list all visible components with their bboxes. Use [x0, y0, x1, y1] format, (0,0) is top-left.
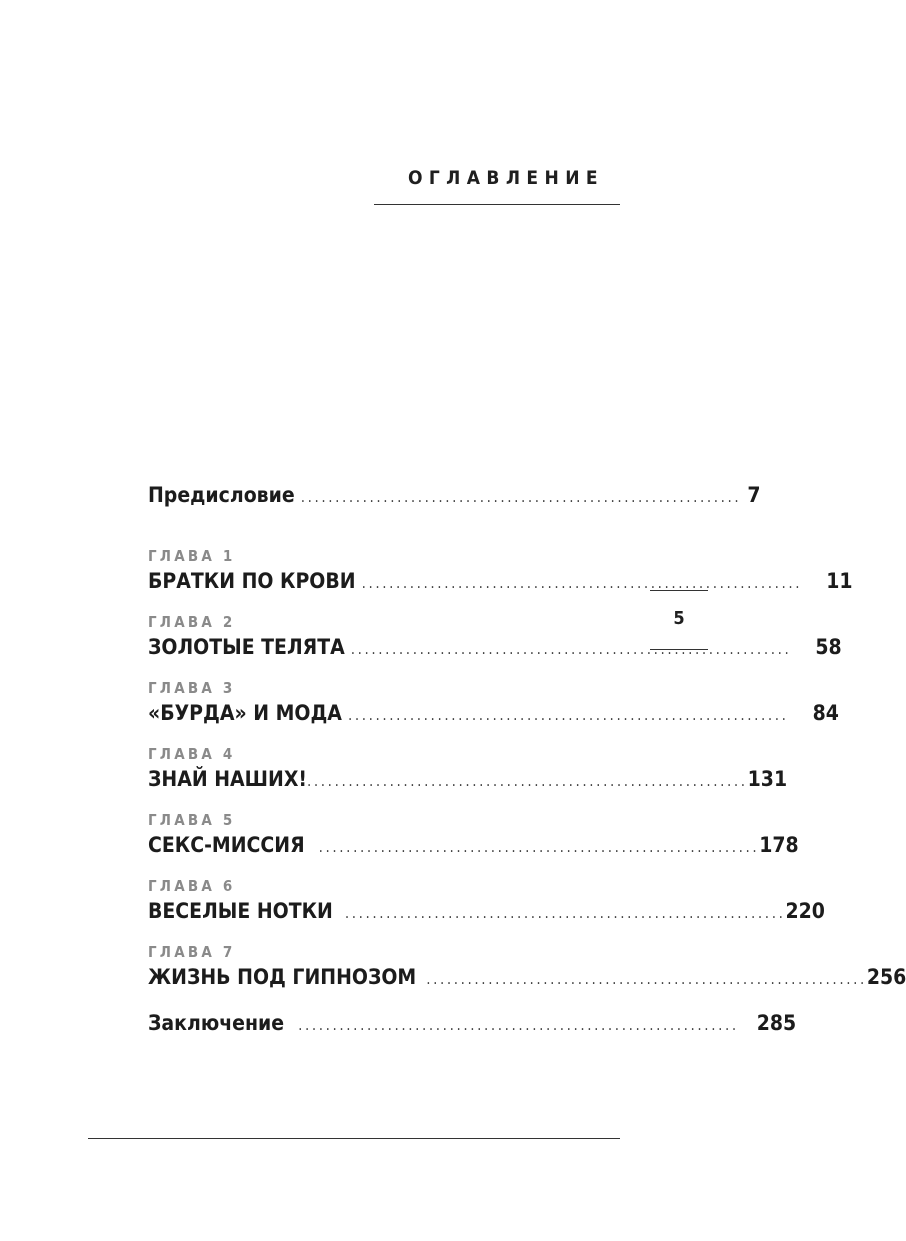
toc-entry-page: 7 — [747, 483, 761, 507]
chapter-label: ГЛАВА 2 — [148, 613, 236, 631]
toc-entry-conclusion[interactable] — [148, 1008, 797, 1040]
bottom-rule — [88, 1138, 620, 1139]
page-number: 5 — [673, 608, 685, 629]
toc-entry-page: 285 — [756, 1011, 797, 1035]
chapter-label: ГЛАВА 4 — [148, 745, 236, 763]
toc-entry-title: СЕКС-МИССИЯ — [148, 833, 305, 857]
toc-chapter-5[interactable] — [148, 810, 799, 862]
leader-dots: ................................................................ — [361, 574, 803, 592]
toc-chapter-7[interactable] — [148, 942, 906, 994]
toc-chapter-4[interactable] — [148, 744, 788, 796]
toc-entry-title: Заключение — [148, 1011, 285, 1035]
chapter-label: ГЛАВА 6 — [148, 877, 236, 895]
chapter-label: ГЛАВА 3 — [148, 679, 236, 697]
toc-entry-page: 178 — [759, 833, 799, 857]
leader-dots: ................................................................ — [318, 838, 760, 856]
toc-entry — [148, 632, 842, 664]
toc-chapter-6[interactable] — [148, 876, 825, 928]
toc-entry-page: 131 — [747, 767, 788, 791]
toc-entry-page: 256 — [866, 965, 906, 989]
leader-dots: ................................................................ — [300, 488, 742, 506]
chapter-label: ГЛАВА 7 — [148, 943, 236, 961]
toc-entry-title: БРАТКИ ПО КРОВИ — [148, 569, 356, 593]
toc-entry-title: ЖИЗНЬ ПОД ГИПНОЗОМ — [148, 965, 417, 989]
toc-entry-preface[interactable] — [148, 480, 761, 514]
leader-dots: ................................................................ — [350, 640, 792, 658]
leader-dots: ................................................................ — [298, 1016, 739, 1034]
toc-chapter-2[interactable] — [148, 612, 842, 664]
toc-entry-title: ВЕСЕЛЫЕ НОТКИ — [148, 899, 333, 923]
leader-dots: ................................................................ — [307, 772, 748, 790]
toc-chapter-3[interactable] — [148, 678, 839, 730]
chapter-label: ГЛАВА 1 — [148, 547, 236, 565]
toc-entry — [148, 566, 853, 598]
toc-entry-title: ЗНАЙ НАШИХ! — [148, 767, 308, 791]
toc-list — [148, 480, 906, 1040]
toc-entry — [148, 830, 799, 862]
leader-dots: ................................................................ — [347, 706, 789, 724]
toc-entry-page: 84 — [812, 701, 839, 725]
toc-entry-page: 58 — [815, 635, 842, 659]
leader-dots: ................................................................ — [426, 970, 867, 988]
toc-entry-page: 220 — [785, 899, 825, 923]
toc-entry — [148, 698, 839, 730]
page-number-marker — [650, 590, 708, 650]
heading-rule — [374, 204, 620, 205]
toc-entry-title: Предисловие — [148, 483, 295, 507]
leader-dots: ................................................................ — [344, 904, 786, 922]
toc-entry-title: «БУРДА» И МОДА — [148, 701, 342, 725]
toc-entry-title: ЗОЛОТЫЕ ТЕЛЯТА — [148, 635, 345, 659]
toc-heading: ОГЛАВЛЕНИЕ — [407, 167, 604, 189]
chapter-label: ГЛАВА 5 — [148, 811, 236, 829]
toc-entry — [148, 896, 825, 928]
toc-entry — [148, 764, 788, 796]
toc-entry — [148, 962, 906, 994]
toc-entry-page: 11 — [826, 569, 853, 593]
toc-chapter-1[interactable] — [148, 546, 853, 598]
